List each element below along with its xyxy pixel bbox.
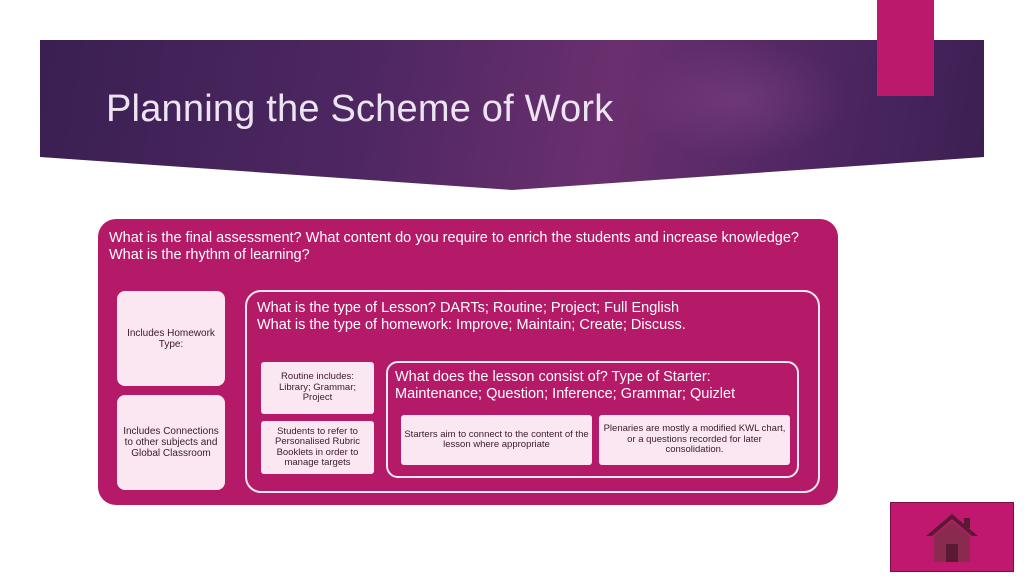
connections-card-text: Includes Connections to other subjects and Global Classroom <box>123 426 219 459</box>
homework-type-text: What is the type of homework: Improve; Maintain; Create; Discuss. <box>257 317 686 333</box>
starters-card <box>401 415 592 465</box>
home-icon <box>924 510 980 564</box>
lesson-type-text: What is the type of Lesson? DARTs; Routine; Project; Full English <box>257 300 680 316</box>
lesson-consist-text: What does the lesson consist of? Type of Starter: <box>395 369 711 385</box>
accent-tab <box>877 0 934 96</box>
assessment-question: What is the final assessment? What content do you require to enrich the students and increase knowledge? What is the rhythm of learning? <box>109 230 799 263</box>
rubric-card-text: Students to refer to Personalised Rubric Booklets in order to manage targets <box>274 425 360 468</box>
home-button[interactable] <box>890 502 1014 572</box>
plenaries-card <box>599 415 790 465</box>
slide-title: Planning the Scheme of Work <box>106 88 614 130</box>
starter-types-text: Maintenance; Question; Inference; Grammar; Quizlet <box>395 386 736 402</box>
connections-card <box>117 395 225 490</box>
routine-card-text: Routine includes: Library; Grammar; Project <box>278 371 357 404</box>
plenaries-card-text: Plenaries are mostly a modified KWL chart, or a questions recorded for later consolidation. <box>603 423 786 456</box>
homework-card-text: Includes Homework Type: <box>127 327 215 350</box>
homework-card <box>117 291 225 386</box>
rubric-card <box>261 421 374 474</box>
starters-card-text: Starters aim to connect to the content of the lesson where appropriate <box>404 428 589 450</box>
routine-card <box>261 362 374 414</box>
